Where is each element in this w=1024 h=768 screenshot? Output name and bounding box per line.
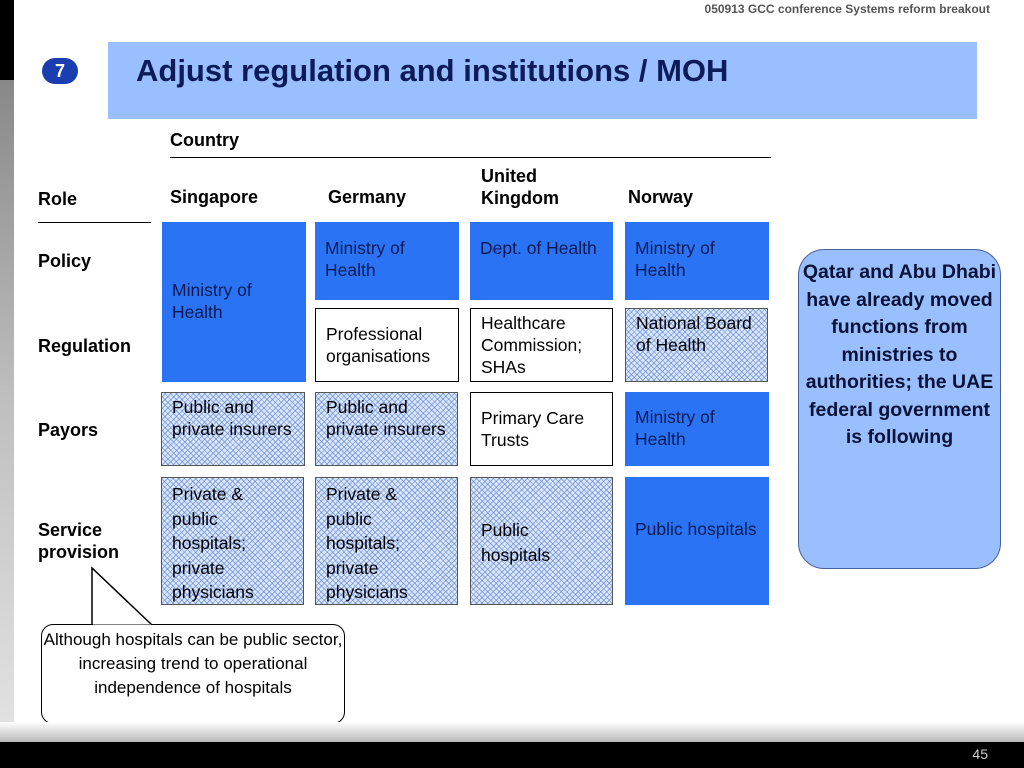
role-rule xyxy=(38,222,151,223)
page-number: 45 xyxy=(972,746,988,762)
cell-germany-service: Private & public hospitals; private physicians xyxy=(315,477,458,605)
role-header: Role xyxy=(38,189,78,209)
cell-uk-regulation: Healthcare Commission; SHAs xyxy=(470,308,613,382)
cell-uk-payors: Primary Care Trusts xyxy=(470,392,613,466)
cell-germany-payors: Public and private insurers xyxy=(315,392,458,466)
cell-singapore-payors: Public and private insurers xyxy=(161,392,305,466)
role-regulation: Regulation xyxy=(38,336,131,356)
slide-badge: 7 xyxy=(42,58,78,84)
cell-uk-service: Public hospitals xyxy=(470,477,613,605)
cell-germany-regulation: Professional organisations xyxy=(315,308,459,382)
footer-bar xyxy=(0,742,1024,768)
role-policy: Policy xyxy=(38,251,92,271)
role-payors: Payors xyxy=(38,420,99,440)
country-uk: United Kingdom xyxy=(481,166,559,208)
conference-label: 050913 GCC conference Systems reform breakout xyxy=(704,2,990,16)
cell-singapore-policy-regulation: Ministry of Health xyxy=(162,222,306,382)
country-singapore: Singapore xyxy=(170,187,259,207)
cell-norway-policy: Ministry of Health xyxy=(625,222,769,300)
left-accent-bar xyxy=(0,0,14,768)
cell-norway-payors: Ministry of Health xyxy=(625,392,769,466)
qatar-callout: Qatar and Abu Dhabi have already moved functions from ministries to authorities; the UAE federal government is following xyxy=(798,249,1001,569)
cell-norway-service: Public hospitals xyxy=(625,477,769,605)
role-service-provision: Service provision xyxy=(38,520,120,562)
cell-uk-policy: Dept. of Health xyxy=(470,222,613,300)
bottom-gradient xyxy=(0,722,1024,742)
note-callout: Although hospitals can be public sector, increasing trend to operational independence of hospitals xyxy=(41,624,345,724)
country-germany: Germany xyxy=(328,187,407,207)
cell-norway-regulation: National Board of Health xyxy=(625,308,768,382)
country-rule xyxy=(170,157,771,158)
country-norway: Norway xyxy=(628,187,694,207)
cell-singapore-service: Private & public hospitals; private physicians xyxy=(161,477,304,605)
cell-germany-policy: Ministry of Health xyxy=(315,222,459,300)
country-header: Country xyxy=(170,130,239,150)
slide-title: Adjust regulation and institutions / MOH xyxy=(136,53,729,88)
